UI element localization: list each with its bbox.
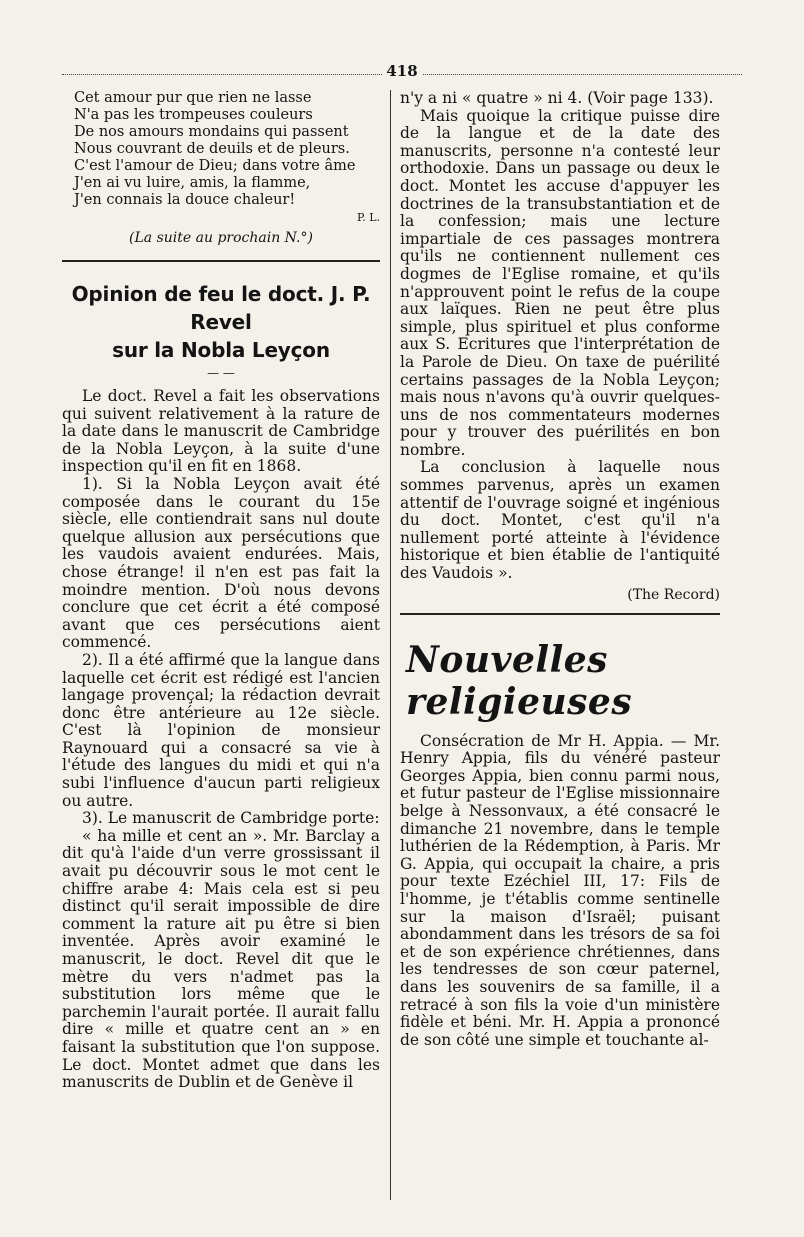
poem <box>62 90 380 209</box>
poem-line: J'en connais la douce chaleur! <box>74 192 296 208</box>
poem-signature: P. L. <box>357 211 380 224</box>
right-column <box>400 90 720 1049</box>
section-rule <box>400 613 720 615</box>
paragraph: La conclusion à laquelle nous sommes parvenus, après un examen attentif de l'ouvrage soigné et ingénious du doct. Montet, c'est qu'il n'a nullement porté atteinte à l'évidence historique et bien établie de l'antiquité des Vaudois ». <box>400 458 720 583</box>
poem-line: Nous couvrant de deuils et de pleurs. <box>74 141 350 157</box>
paragraph: 3). Le manuscrit de Cambridge porte: <box>82 809 380 828</box>
paragraph: n'y a ni « quatre » ni 4. (Voir page 133). <box>400 89 714 107</box>
article-title-line1: Opinion de feu le doct. J. P. Revel <box>71 282 371 334</box>
news-body <box>400 733 720 1050</box>
paragraph: Consécration de Mr H. Appia. — Mr. Henry Appia, fils du vénéré pasteur Georges Appia, bien connu parmi nous, et futur pasteur de l'Eglise missionnaire belge à Nessonvaux, a été consacré le dimanche 21 novembre, dans le temple luthérien de la Rédemption, à Paris. Mr G. Appia, qui occupait la chaire, a pris pour texte Ezéchiel III, 17: Fils de l'homme, je t'établis comme sentinelle sur la maison d'Israël; puisant abondamment dans les trésors de sa foi et de son expérience chrétiennes, dans les tendresses de son cœur paternel, dans les souvenirs de sa famille, il a retracé à son fils la voie d'un ministère fidèle et béni. Mr. H. Appia a prononcé de son côté une simple et touchante al- <box>400 731 720 1049</box>
paragraph: Mais quoique la critique puisse dire de la langue et de la date des manuscrits, personne n'a contesté leur orthodoxie. Dans un passage ou deux le doct. Montet les accuse d'appuyer les doctrines de la transubstantiation et de la confession; mais une lecture impartiale de ces passages montrera qu'ils ne contiennent nullement ces dogmes de l'Eglise romaine, et qu'ils n'approuvent point le refus de la coupe aux laïques. Rien ne peut être plus simple, plus spirituel et plus conforme aux S. Ecritures que l'interprétation de la Parole de Dieu. On taxe de puérilité certains passages de la Nobla Leyçon; mais nous n'avons qu'à ouvrir quelques-uns de nos commentateurs modernes pour y trouver des puérilités en bon nombre. <box>400 106 720 459</box>
paragraph: 1). Si la Nobla Leyçon avait été composée dans le courant du 15e siècle, elle contiendrait sans nul doute quelque allusion aux persécutions que les vaudois avaient endurées. Mais, chose étrange! il n'en est pas fait la moindre mention. D'où nous devons conclure que cet écrit a été composé avant que ces persécutions aient commencé. <box>62 474 380 652</box>
continuation-note: (La suite au prochain N.°) <box>129 230 313 246</box>
paragraph: Le doct. Revel a fait les observations qui suivent relativement à la rature de la date dans le manuscrit de Cambridge de la Nobla Leyçon, à la suite d'une inspection qu'il en fit en 1868. <box>62 387 380 476</box>
section-heading: Nouvelles religieuses <box>406 638 633 723</box>
paragraph: « ha mille et cent an ». Mr. Barclay a dit qu'à l'aide d'un verre grossissant il avait pu découvrir sous le mot cent le chiffre arabe 4: Mais cela est si peu distinct qu'il serait impossible de dire comment la rature ait pu être si bien inventée. Après avoir examiné le manuscrit, le doct. Revel dit que le mètre du vers n'admet pas la substitution lors même que le parchemin l'aurait portée. Il aurait fallu dire « mille et quatre cent an » en faisant la substitution que l'on suppose. Le doct. Montet admet que dans les manuscrits de Dublin et de Genève il <box>62 826 380 1092</box>
paragraph: 2). Il a été affirmé que la langue dans laquelle cet écrit est rédigé est l'ancien langage provençal; la rédaction devrait donc être antérieure au 12e siècle. C'est là l'opinion de monsieur Raynouard qui a consacré sa vie à l'étude des langues du midi et qui n'a subi l'influence d'aucun parti religieux ou autre. <box>62 650 380 810</box>
poem-line: J'en ai vu luire, amis, la flamme, <box>74 175 311 191</box>
article-title-line2: sur la Nobla Leyçon <box>112 338 330 362</box>
left-column <box>62 90 380 1092</box>
title-dash: — — <box>207 366 235 380</box>
article-body-left <box>62 388 380 1092</box>
page-number: 418 <box>0 62 804 80</box>
column-divider <box>390 90 391 1200</box>
article-body-right <box>400 90 720 583</box>
section-rule <box>62 260 380 262</box>
article-source: (The Record) <box>627 586 720 603</box>
poem-line: De nos amours mondains qui passent <box>74 124 349 140</box>
poem-line: N'a pas les trompeuses couleurs <box>74 107 313 123</box>
poem-line: C'est l'amour de Dieu; dans votre âme <box>74 158 356 174</box>
poem-line: Cet amour pur que rien ne lasse <box>74 90 312 106</box>
